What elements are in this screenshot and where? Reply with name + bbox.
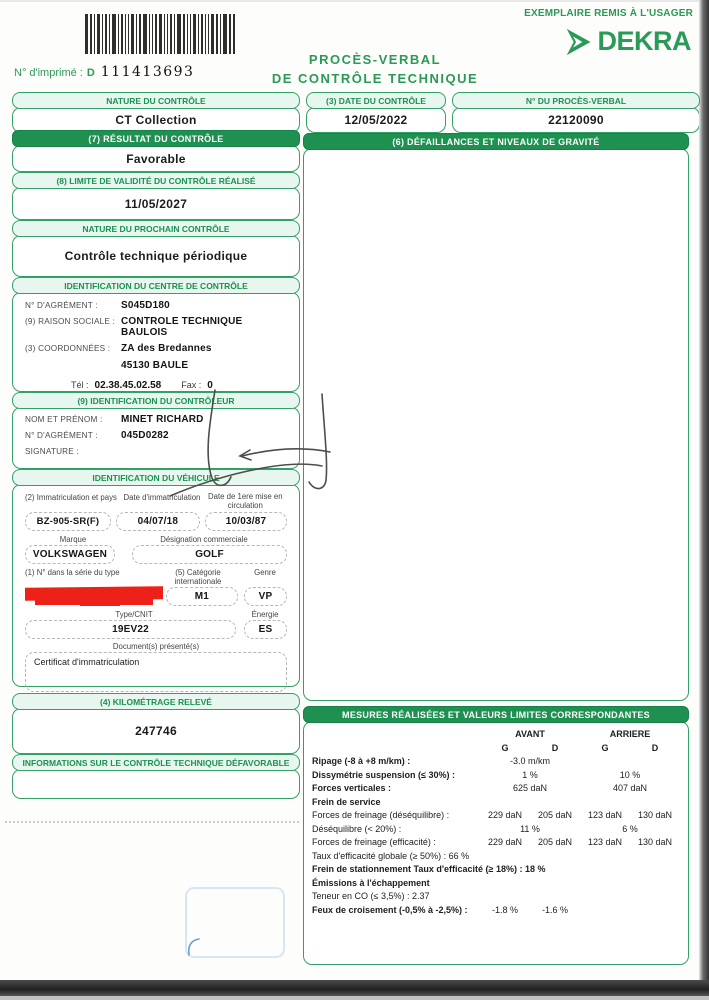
validite-value: 11/05/2027 [124, 196, 188, 211]
col-avant: AVANT [515, 729, 545, 739]
title-line1: PROCÈS-VERBAL [308, 52, 442, 67]
informations-defavorable-box [12, 769, 300, 799]
mesures-box [303, 721, 689, 965]
tab-centre-controle: IDENTIFICATION DU CENTRE DE CONTRÔLE [12, 277, 300, 294]
redaction-mark [25, 587, 160, 606]
resultat-value: Favorable [126, 151, 186, 166]
measure-value: 130 daN [637, 810, 673, 820]
measure-value: 6 % [622, 823, 638, 834]
left-column [12, 130, 300, 799]
measure-value: 205 daN [537, 837, 573, 847]
stamp-pen-mark [183, 931, 213, 959]
date-circ-value: 10/03/87 [205, 512, 287, 531]
top-row [12, 92, 700, 133]
tab-nature-controle: NATURE DU CONTRÔLE [12, 92, 300, 109]
serie-label: (1) N° dans la série du type [25, 567, 120, 577]
controleur-nom-label: NOM ET PRÉNOM : [25, 415, 103, 424]
section-prochain-controle [12, 220, 300, 277]
section-proces-verbal [452, 92, 700, 133]
measure-value [630, 904, 680, 918]
col-d-arriere: D [651, 742, 659, 753]
measure-label: Dissymétrie suspension (≤ 30%) : [312, 769, 455, 780]
prochain-controle-value: Contrôle technique périodique [64, 249, 248, 263]
proces-verbal-value: 22120090 [548, 113, 604, 127]
tab-informations-defavorable: INFORMATIONS SUR LE CONTRÔLE TECHNIQUE DÉFAVORABLE [12, 754, 300, 771]
section-controleur [12, 392, 300, 469]
perforation-line [5, 821, 299, 823]
title-line2: DE CONTRÔLE TECHNIQUE [271, 71, 479, 86]
measure-value: 130 daN [637, 837, 673, 847]
measure-heading: Frein de service [312, 796, 381, 807]
measure-inline: Frein de stationnement Taux d'efficacité (≥ 18%) : 18 % [312, 864, 546, 874]
designation-value: GOLF [132, 545, 287, 564]
section-kilometrage [12, 693, 300, 754]
centre-raison-label: (9) RAISON SOCIALE : [25, 317, 115, 326]
measure-value: 407 daN [612, 783, 648, 793]
barcode [85, 14, 235, 54]
centre-tel-fax-row [25, 380, 289, 391]
print-number-label: N° d'imprimé : [14, 67, 83, 79]
section-vehicule [12, 469, 300, 687]
col-d-avant: D [551, 742, 559, 753]
centre-agrement-value: S045D180 [121, 299, 170, 311]
measure-value: -1.8 % [491, 904, 518, 915]
section-resultat [12, 130, 300, 172]
type-cnit-label: Type/CNIT [115, 609, 153, 619]
date-circ-label: Date de 1ere mise en circulation [208, 492, 283, 510]
measure-value: 625 daN [512, 783, 548, 793]
measure-label: Forces de freinage (déséquilibre) : [312, 810, 450, 820]
centre-raison-value: CONTROLE TECHNIQUE BAULOIS [121, 315, 243, 338]
measure-value: 10 % [619, 769, 641, 780]
dekra-logo [563, 26, 691, 57]
section-mesures [303, 706, 689, 965]
genre-value: VP [244, 587, 287, 606]
measure-value: 229 daN [487, 810, 523, 820]
dekra-arrow-icon [563, 27, 593, 57]
measure-heading: Émissions à l'échappement [312, 877, 430, 888]
stamp-box [185, 887, 285, 958]
kilometrage-value: 247746 [135, 724, 177, 738]
centre-coordonnees-value: ZA des Bredannes [121, 342, 212, 354]
categorie-label: (5) Catégorie internationale [174, 567, 222, 586]
section-nature-controle [12, 92, 300, 133]
controleur-nom-value: MINET RICHARD [121, 413, 204, 425]
documents-label: Document(s) présenté(s) [112, 641, 200, 651]
col-g-arriere: G [601, 742, 609, 753]
defaillances-box [303, 148, 689, 701]
print-number-line [14, 64, 194, 80]
measure-label: Ripage (-8 à +8 m/km) : [312, 756, 411, 766]
categorie-value: M1 [166, 587, 238, 606]
immat-value: BZ-905-SR(F) [25, 512, 111, 531]
measure-label: Feux de croisement (-0,5% à -2,5%) : [312, 904, 468, 915]
tab-proces-verbal: N° DU PROCÈS-VERBAL [452, 92, 700, 109]
marque-value: VOLKSWAGEN [25, 545, 115, 564]
brand-text: DEKRA [597, 26, 691, 56]
measure-value [580, 904, 630, 918]
measure-value: 123 daN [587, 810, 623, 820]
controleur-agrement-value: 045D0282 [121, 429, 169, 441]
immat-label: (2) Immatriculation et pays [25, 493, 117, 502]
type-cnit-value: 19EV22 [25, 620, 236, 639]
print-series: D [86, 67, 95, 79]
tab-vehicule: IDENTIFICATION DU VÉHICULE [12, 469, 300, 486]
col-arriere: ARRIERE [609, 729, 651, 739]
documents-value: Certificat d'immatriculation [25, 652, 287, 692]
controleur-signature-label: SIGNATURE : [25, 447, 79, 456]
marque-label: Marque [59, 534, 87, 544]
right-column [303, 133, 689, 965]
tab-controleur: (9) IDENTIFICATION DU CONTRÔLEUR [12, 392, 300, 409]
tab-validite: (8) LIMITE DE VALIDITÉ DU CONTRÔLE RÉALISÉ [12, 172, 300, 189]
measure-label: Forces de freinage (efficacité) : [312, 837, 436, 847]
measure-value: 229 daN [487, 837, 523, 847]
measure-value: 205 daN [537, 810, 573, 820]
centre-tel-label: Tél : [71, 380, 89, 390]
tab-date-controle: (3) DATE DU CONTRÔLE [306, 92, 446, 109]
bar-defaillances: (6) DÉFAILLANCES ET NIVEAUX DE GRAVITÉ [303, 133, 689, 150]
scan-edge-right [699, 0, 709, 1000]
bar-resultat: (7) RÉSULTAT DU CONTRÔLE [12, 130, 300, 147]
energie-value: ES [244, 620, 287, 639]
section-validite [12, 172, 300, 220]
tab-prochain-controle: NATURE DU PROCHAIN CONTRÔLE [12, 220, 300, 237]
section-centre-controle [12, 277, 300, 392]
controleur-agrement-label: N° D'AGRÉMENT : [25, 431, 98, 440]
measure-label: Déséquilibre (< 20%) : [312, 823, 402, 834]
mesures-table [312, 728, 682, 917]
copy-label: EXEMPLAIRE REMIS À L'USAGER [524, 8, 693, 19]
genre-label: Genre [254, 567, 276, 577]
scan-edge-bottom-light [0, 996, 709, 1000]
measure-value: -1.6 % [541, 904, 568, 915]
bar-mesures: MESURES RÉALISÉES ET VALEURS LIMITES CORRESPONDANTES [303, 706, 689, 723]
section-date-controle [306, 92, 446, 133]
measure-value: 11 % [520, 823, 540, 834]
centre-tel-value: 02.38.45.02.58 [94, 380, 162, 391]
scan-edge-bottom [0, 980, 709, 996]
measure-label: Forces verticales : [312, 783, 392, 793]
designation-label: Désignation commerciale [160, 534, 248, 544]
measure-value: 123 daN [587, 837, 623, 847]
centre-fax-label: Fax : [181, 380, 202, 390]
date-immat-label: Date d'immatriculation [123, 493, 201, 502]
print-number-value: 111413693 [100, 64, 195, 80]
measure-inline: Teneur en CO (≤ 3,5%) : 2.37 [312, 891, 430, 901]
document-title [250, 52, 500, 86]
centre-agrement-label: N° D'AGRÉMENT : [25, 301, 98, 310]
scan-edge-top [0, 0, 709, 2]
section-informations-defavorable [12, 754, 300, 799]
energie-label: Énergie [251, 609, 279, 619]
date-controle-value: 12/05/2022 [344, 113, 408, 127]
measure-value [580, 755, 680, 769]
centre-fax-value: 0 [207, 380, 213, 391]
centre-coordonnees-label: (3) COORDONNÉES : [25, 344, 111, 353]
date-immat-value: 04/07/18 [116, 512, 200, 531]
measure-value: 1 % [522, 769, 538, 780]
nature-controle-value: CT Collection [115, 113, 197, 127]
tab-kilometrage: (4) KILOMÉTRAGE RELEVÉ [12, 693, 300, 710]
measure-inline: Taux d'efficacité globale (≥ 50%) : 66 % [312, 850, 470, 861]
measure-value: -3.0 m/km [509, 756, 550, 766]
section-defaillances [303, 133, 689, 701]
centre-city-value: 45130 BAULE [121, 360, 189, 371]
col-g-avant: G [501, 742, 509, 753]
